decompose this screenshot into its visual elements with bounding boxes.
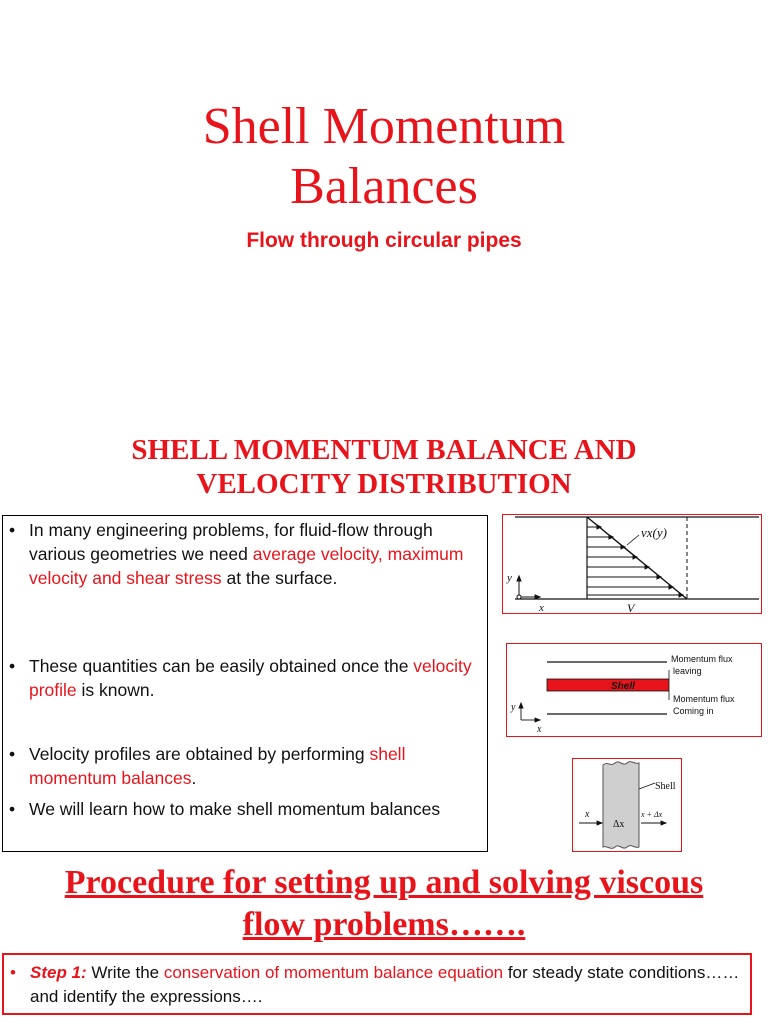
step-1-item	[10, 961, 740, 1009]
shell-element-figure	[572, 758, 682, 852]
velocity-profile-diagram	[503, 515, 761, 613]
bullet-item-2	[9, 654, 483, 702]
bullet-dot: •	[9, 520, 16, 540]
bullet-2-highlight: velocity profile	[29, 656, 472, 700]
step-1-label: Step 1:	[30, 963, 87, 982]
shell-label: Shell	[655, 781, 676, 792]
bullet-dot: •	[9, 744, 16, 764]
procedure-title-line-2: flow problems…….	[242, 906, 526, 943]
shell-flux-figure	[506, 643, 762, 737]
section-title-line-1: SHELL MOMENTUM BALANCE AND	[131, 434, 637, 466]
bullet-item-1	[9, 518, 483, 590]
bullet-3-text: Velocity profiles are obtained by performing	[29, 744, 370, 764]
section-title-line-2: VELOCITY DISTRIBUTION	[196, 468, 572, 500]
step-box	[2, 953, 752, 1015]
procedure-title	[0, 862, 768, 946]
flux-leaving-line-1: Momentum flux	[671, 654, 733, 664]
flux-coming-line-2: Coming in	[673, 706, 714, 716]
procedure-title-line-1: Procedure for setting up and solving viscous	[64, 864, 704, 901]
x-label: x	[585, 809, 590, 820]
bullet-1-tail: at the surface.	[221, 568, 338, 588]
velocity-curve-label: vx(y)	[641, 525, 667, 540]
dx-label: Δx	[613, 819, 625, 830]
step-1-highlight: conservation of momentum balance equation	[163, 963, 504, 982]
bullet-1-highlight: average velocity, maximum velocity and shear stress	[29, 544, 464, 588]
x-plus-dx-label: x + Δx	[641, 810, 663, 819]
title-line-1: Shell Momentum	[202, 98, 566, 155]
subtitle: Flow through circular pipes	[246, 229, 522, 252]
v-label: V	[627, 601, 635, 613]
bullet-3-highlight: shell momentum balances	[29, 744, 406, 788]
flux-coming-line-1: Momentum flux	[673, 694, 735, 704]
section-title	[0, 433, 768, 501]
shell-label: Shell	[611, 681, 635, 692]
bullet-dot: •	[9, 799, 16, 819]
bullet-dot: •	[10, 963, 16, 982]
y-axis-label: y	[507, 572, 512, 584]
page-title	[0, 97, 768, 217]
title-line-2: Balances	[290, 158, 478, 215]
step-1-text: Write the	[86, 963, 164, 982]
flux-leaving-line-2: leaving	[673, 666, 702, 676]
shell-element-diagram	[573, 759, 681, 851]
bullet-dot: •	[9, 656, 16, 676]
x-axis-label: x	[537, 724, 542, 735]
shell-flux-diagram	[507, 644, 761, 736]
bullet-2-text: These quantities can be easily obtained once the	[29, 656, 414, 676]
y-axis-label: y	[511, 702, 516, 713]
bullet-2-tail: is known.	[76, 680, 155, 700]
step-1-tail: for steady state conditions……and identify the expressions….	[30, 963, 740, 1006]
bullet-3-tail: .	[191, 768, 197, 788]
bullet-item-3	[9, 742, 483, 790]
bullet-4-text: We will learn how to make shell momentum balances	[29, 799, 441, 819]
bullet-item-4	[9, 797, 483, 821]
bullet-box	[2, 515, 488, 852]
bullet-1-text: In many engineering problems, for fluid-flow through various geometries we need	[29, 520, 433, 564]
x-axis-label: x	[539, 602, 544, 613]
velocity-profile-figure	[502, 514, 762, 614]
